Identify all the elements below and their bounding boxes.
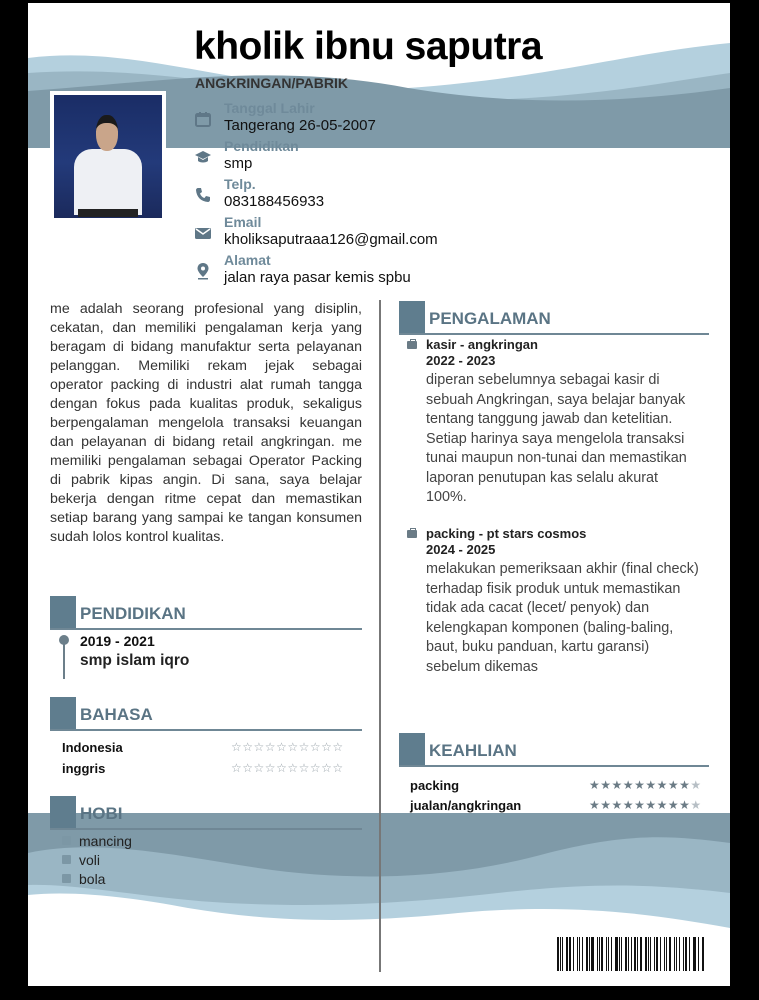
candidate-name: kholik ibnu saputra [194,25,543,68]
profile-summary: me adalah seorang profesional yang disiplin, cekatan, dan memiliki pengalaman kerja yang beragam di bidang manufaktur serta pelayanan pelanggan. Memiliki rekam jejak sebagai operator packing di industri alat rumah tangga dengan fokus pada kualitas produk, sekaligus berpengalaman mengelola transaksi keuangan dan pelayanan di bidang retail angkringan. me memiliki pengalaman sebagai Operator Packing di pabrik kipas angin. Di sana, saya belajar bekerja dengan ritme cepat dan memastikan setiap barang yang sampai ke tangan konsumen sudah lolos kontrol kualitas. [50,301,362,545]
star-icon: ★ [645,798,657,812]
star-icon: ☆ [298,740,310,754]
star-icon: ☆ [276,740,288,754]
section-header-pendidikan [50,596,362,630]
contact-birthdate [194,100,438,138]
section-accent-block [50,796,76,828]
section-rule [399,333,709,335]
star-icon: ★ [679,778,691,792]
section-accent-block [399,733,425,765]
star-icon: ☆ [253,761,265,775]
star-icon: ★ [656,778,668,792]
star-icon: ★ [622,798,635,812]
star-icon: ★ [589,778,601,792]
skill-rating-stars [589,778,702,792]
section-header-pengalaman [399,301,709,335]
experience-title: kasir - angkringan [426,337,538,352]
skill-name: jualan/angkringan [410,798,522,813]
experience-title: packing - pt stars cosmos [426,526,587,541]
contact-info [194,100,438,290]
star-icon: ★ [622,778,635,792]
star-icon: ☆ [264,740,277,754]
experience-years: 2024 - 2025 [426,542,496,557]
star-icon: ☆ [231,761,243,775]
star-icon: ★ [667,778,680,792]
star-icon: ★ [600,798,612,812]
section-rule [399,765,709,767]
star-icon: ★ [656,798,668,812]
star-icon: ☆ [309,761,322,775]
star-icon: ★ [589,798,601,812]
star-icon: ★ [690,798,702,812]
candidate-role: ANGKRINGAN/PABRIK [195,75,348,91]
timeline-line [63,641,65,679]
star-icon: ★ [611,798,623,812]
star-icon: ☆ [276,761,288,775]
hobby-item: mancing [62,833,132,849]
section-title: PENDIDIKAN [80,604,186,623]
star-icon: ☆ [332,761,344,775]
star-icon: ☆ [321,761,333,775]
star-icon: ☆ [264,761,277,775]
star-icon: ☆ [332,740,344,754]
contact-value: smp [224,155,253,172]
star-icon: ☆ [242,761,254,775]
bullet-square-icon [62,836,71,845]
bullet-square-icon [62,855,71,864]
star-icon: ★ [679,798,691,812]
contact-label: Alamat [224,252,271,268]
briefcase-icon [407,530,417,538]
skill-rating-stars [589,798,702,812]
star-icon: ☆ [298,761,310,775]
section-header-hobi [50,796,362,830]
section-title: PENGALAMAN [429,309,551,328]
language-rating-stars [231,761,344,775]
location-pin-icon [194,262,212,280]
education-years: 2019 - 2021 [80,633,155,649]
star-icon: ★ [690,778,702,792]
skill-name: packing [410,778,460,793]
section-title: KEAHLIAN [429,741,517,760]
section-header-bahasa [50,697,362,731]
star-icon: ☆ [287,740,299,754]
contact-label: Email [224,214,262,230]
barcode [557,937,705,971]
experience-description: diperan sebelumnya sebagai kasir di sebuah Angkringan, saya belajar banyak tentang tanggung jawab dan ketelitian. Setiap harinya saya mengelola transaksi tunai maupun non-tunai dan memastikan laporan penutupan kas selalu akurat 100%. [426,372,687,505]
section-accent-block [399,301,425,333]
calendar-icon [194,110,212,128]
section-rule [50,729,362,731]
column-divider [379,300,381,972]
contact-label: Telp. [224,176,256,192]
graduation-cap-icon [194,148,212,166]
language-name: inggris [62,761,106,776]
contact-label: Pendidikan [224,138,299,154]
section-rule [50,828,362,830]
star-icon: ★ [611,778,623,792]
section-title: HOBI [80,804,123,823]
contact-education [194,138,438,176]
section-title: BAHASA [80,705,153,724]
contact-phone [194,176,438,214]
language-name: Indonesia [62,740,123,755]
education-school: smp islam iqro [80,652,190,669]
hobby-item: voli [62,852,100,868]
contact-label: Tanggal Lahir [224,100,315,116]
contact-value[interactable]: kholiksaputraaa126@gmail.com [224,231,438,248]
contact-address [194,252,438,290]
profile-photo [50,91,166,222]
star-icon: ☆ [253,740,265,754]
contact-email [194,214,438,252]
section-header-keahlian [399,733,709,767]
contact-value[interactable]: 083188456933 [224,193,325,210]
contact-value: Tangerang 26-05-2007 [224,117,376,134]
cv-page [28,3,730,986]
star-icon: ☆ [231,740,243,754]
phone-icon [194,186,212,204]
experience-item [409,526,699,677]
contact-value: jalan raya pasar kemis spbu [224,269,411,286]
star-icon: ★ [600,778,612,792]
hobby-item: bola [62,871,105,887]
experience-years: 2022 - 2023 [426,353,496,368]
star-icon: ★ [634,778,646,792]
briefcase-icon [407,341,417,349]
star-icon: ☆ [242,740,254,754]
email-icon [194,224,212,242]
section-rule [50,628,362,630]
star-icon: ☆ [321,740,333,754]
star-icon: ☆ [287,761,299,775]
language-rating-stars [231,740,344,754]
star-icon: ★ [667,798,680,812]
experience-item [409,337,699,508]
experience-description: melakukan pemeriksaan akhir (final check) terhadap fisik produk untuk memastikan tidak ada cacat (lecet/ penyok) dan kelengkapan komponen (baling-baling, baut, buku panduan, kartu garansi) sebelum dikemas [426,561,699,675]
star-icon: ☆ [309,740,322,754]
star-icon: ★ [645,778,657,792]
bullet-square-icon [62,874,71,883]
star-icon: ★ [634,798,646,812]
section-accent-block [50,596,76,628]
section-accent-block [50,697,76,729]
